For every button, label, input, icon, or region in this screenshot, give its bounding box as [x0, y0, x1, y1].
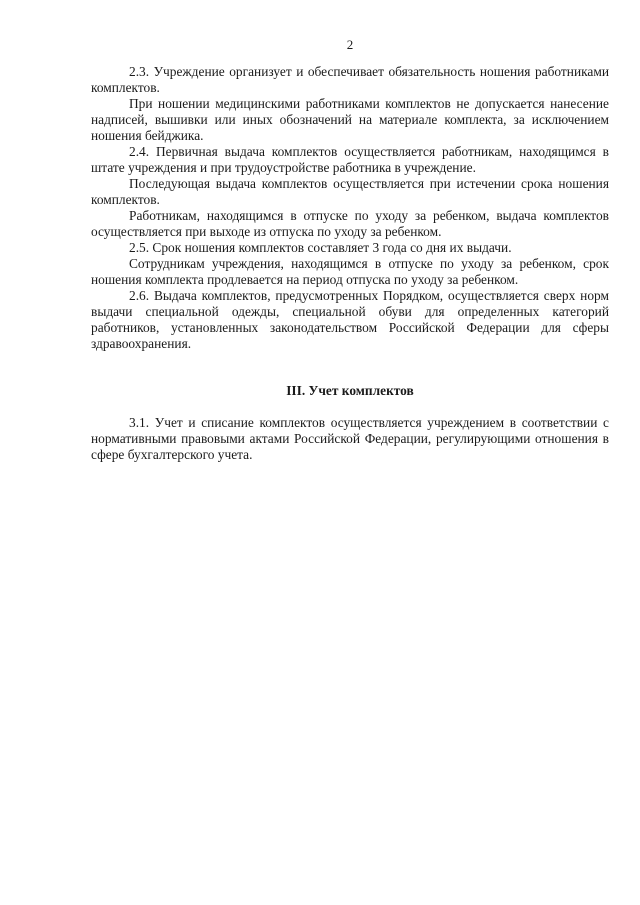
section-3-body	[91, 415, 609, 463]
paragraph-2-3-note: При ношении медицинскими работниками комплектов не допускается нанесение надписей, вышивки или иных обозначений на материале комплекта, за исключением ношения бейджика.	[91, 96, 609, 143]
paragraph-2-3: 2.3. Учреждение организует и обеспечивает обязательность ношения работниками комплектов.	[91, 64, 609, 95]
paragraph-2-5-extension: Сотрудникам учреждения, находящимся в отпуске по уходу за ребенком, срок ношения комплекта продлевается на период отпуска по уходу за ребенком.	[91, 256, 609, 287]
page-number: 2	[346, 37, 354, 52]
paragraph-2-5: 2.5. Срок ношения комплектов составляет 3 года со дня их выдачи.	[129, 240, 512, 255]
paragraph-2-4-leave: Работникам, находящимся в отпуске по уходу за ребенком, выдача комплектов осуществляется при выходе из отпуска по уходу за ребенком.	[91, 208, 609, 239]
section-2-body	[91, 64, 609, 352]
paragraph-2-4: 2.4. Первичная выдача комплектов осуществляется работникам, находящимся в штате учреждения и при трудоустройстве работника в учреждение.	[91, 144, 609, 175]
section-3-heading: III. Учет комплектов	[286, 383, 414, 398]
paragraph-2-6: 2.6. Выдача комплектов, предусмотренных Порядком, осуществляется сверх норм выдачи специальной одежды, специальной обуви для определенных категорий работников, установленных законодательством Российской Федерации для сферы здравоохранения.	[91, 288, 609, 351]
paragraph-2-4-subsequent: Последующая выдача комплектов осуществляется при истечении срока ношения комплектов.	[91, 176, 609, 207]
paragraph-3-1: 3.1. Учет и списание комплектов осуществляется учреждением в соответствии с нормативными правовыми актами Российской Федерации, регулирующими отношения в сфере бухгалтерского учета.	[91, 415, 609, 462]
